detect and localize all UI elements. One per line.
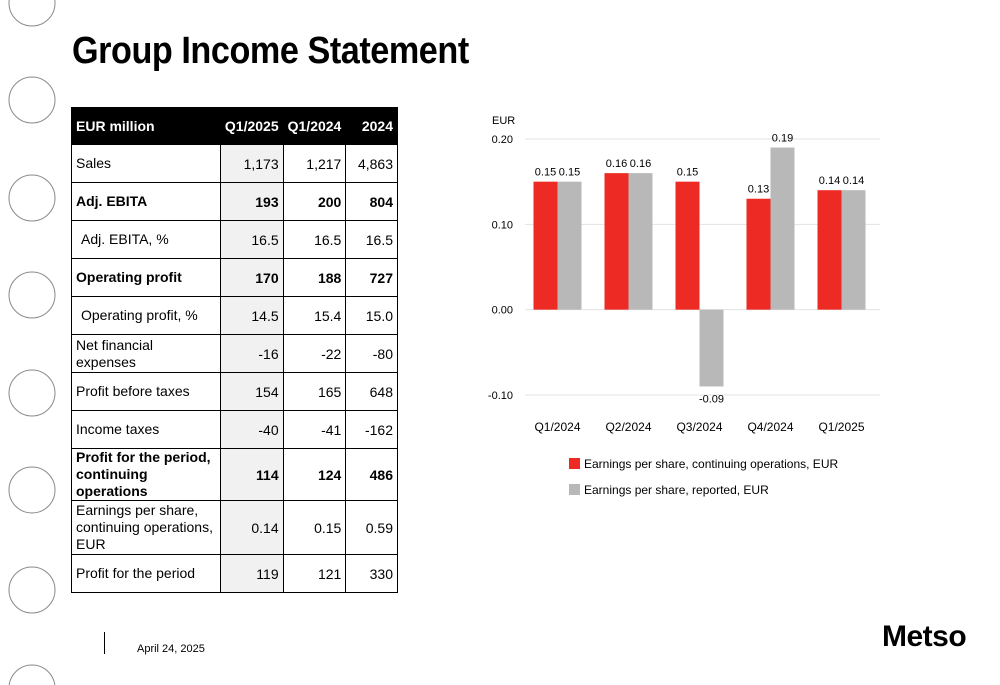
data-label: 0.16 bbox=[605, 158, 628, 171]
row-label: Profit for the period, continuing operations bbox=[72, 449, 221, 501]
bar bbox=[676, 182, 700, 310]
row-value: 124 bbox=[283, 449, 346, 501]
row-value: 1,173 bbox=[220, 145, 283, 183]
row-value: 0.14 bbox=[220, 501, 283, 555]
row-value: 648 bbox=[346, 373, 398, 411]
table-row bbox=[72, 373, 398, 411]
bar bbox=[842, 190, 866, 309]
metso-logo: Metso bbox=[882, 620, 967, 653]
table-row bbox=[72, 501, 398, 555]
income-statement-table bbox=[71, 107, 398, 593]
row-label: Sales bbox=[72, 145, 221, 183]
footer-date: April 24, 2025 bbox=[137, 643, 205, 655]
table-row bbox=[72, 259, 398, 297]
table-row bbox=[72, 297, 398, 335]
bar bbox=[818, 190, 842, 309]
table-row bbox=[72, 411, 398, 449]
legend-swatch bbox=[569, 458, 580, 469]
row-value: 200 bbox=[283, 183, 346, 221]
footer-divider bbox=[104, 632, 105, 654]
row-value: -41 bbox=[283, 411, 346, 449]
row-value: 0.15 bbox=[283, 501, 346, 555]
x-tick-label: Q3/2024 bbox=[676, 420, 723, 434]
table-header-row bbox=[72, 108, 398, 145]
decorative-circle bbox=[9, 467, 55, 513]
decorative-circle bbox=[9, 0, 55, 26]
data-label: 0.15 bbox=[558, 166, 581, 179]
row-label: Adj. EBITA bbox=[72, 183, 221, 221]
table-row bbox=[72, 145, 398, 183]
row-label: Earnings per share, continuing operations, EUR bbox=[72, 501, 221, 555]
row-label: Profit before taxes bbox=[72, 373, 221, 411]
eps-bar-chart bbox=[480, 108, 880, 498]
row-value: 121 bbox=[283, 555, 346, 593]
y-axis-label: EUR bbox=[492, 115, 516, 127]
bar bbox=[534, 182, 558, 310]
data-label: -0.09 bbox=[698, 393, 725, 406]
decorative-circle bbox=[9, 272, 55, 318]
row-label: Income taxes bbox=[72, 411, 221, 449]
data-label: 0.14 bbox=[818, 175, 841, 188]
table-row bbox=[72, 335, 398, 373]
row-value: 330 bbox=[346, 555, 398, 593]
x-tick-label: Q2/2024 bbox=[605, 420, 652, 434]
data-label: 0.19 bbox=[771, 132, 794, 145]
header-2024: 2024 bbox=[346, 108, 398, 145]
row-value: 188 bbox=[283, 259, 346, 297]
decorative-circle bbox=[9, 77, 55, 123]
row-value: 193 bbox=[220, 183, 283, 221]
decorative-circle bbox=[9, 370, 55, 416]
row-value: 727 bbox=[346, 259, 398, 297]
row-label: Profit for the period bbox=[72, 555, 221, 593]
table-row bbox=[72, 449, 398, 501]
header-q1-2025: Q1/2025 bbox=[220, 108, 283, 145]
bar bbox=[629, 173, 653, 310]
row-value: 154 bbox=[220, 373, 283, 411]
data-label: 0.16 bbox=[629, 158, 652, 171]
table-row bbox=[72, 555, 398, 593]
row-value: 1,217 bbox=[283, 145, 346, 183]
data-label: 0.14 bbox=[842, 175, 865, 188]
header-eur-million: EUR million bbox=[72, 108, 221, 145]
row-value: -40 bbox=[220, 411, 283, 449]
bar bbox=[771, 148, 795, 310]
x-tick-label: Q1/2024 bbox=[534, 420, 581, 434]
row-value: 15.0 bbox=[346, 297, 398, 335]
row-value: 16.5 bbox=[346, 221, 398, 259]
decorative-circles bbox=[0, 0, 60, 685]
y-tick-label: 0.20 bbox=[491, 134, 513, 146]
row-value: 165 bbox=[283, 373, 346, 411]
legend-label: Earnings per share, reported, EUR bbox=[584, 483, 769, 497]
row-value: -16 bbox=[220, 335, 283, 373]
x-tick-label: Q4/2024 bbox=[747, 420, 794, 434]
row-value: 14.5 bbox=[220, 297, 283, 335]
table-row bbox=[72, 221, 398, 259]
header-q1-2024: Q1/2024 bbox=[283, 108, 346, 145]
decorative-circle bbox=[9, 567, 55, 613]
data-label: 0.15 bbox=[534, 166, 557, 179]
y-tick-label: -0.10 bbox=[487, 390, 513, 402]
row-label: Operating profit bbox=[72, 259, 221, 297]
data-label: 0.13 bbox=[747, 183, 770, 196]
row-label: Adj. EBITA, % bbox=[72, 221, 221, 259]
row-value: -22 bbox=[283, 335, 346, 373]
row-value: 486 bbox=[346, 449, 398, 501]
decorative-circle bbox=[9, 665, 55, 685]
row-value: 15.4 bbox=[283, 297, 346, 335]
row-value: 16.5 bbox=[283, 221, 346, 259]
bar bbox=[747, 199, 771, 310]
row-label: Net financial expenses bbox=[72, 335, 221, 373]
row-value: 114 bbox=[220, 449, 283, 501]
data-label: 0.15 bbox=[676, 166, 699, 179]
row-value: -162 bbox=[346, 411, 398, 449]
row-value: 0.59 bbox=[346, 501, 398, 555]
y-tick-label: 0.00 bbox=[491, 304, 513, 317]
legend-label: Earnings per share, continuing operations, EUR bbox=[584, 457, 839, 471]
row-value: 4,863 bbox=[346, 145, 398, 183]
table-row bbox=[72, 183, 398, 221]
x-tick-label: Q1/2025 bbox=[818, 420, 865, 434]
legend-swatch bbox=[569, 484, 580, 495]
row-value: -80 bbox=[346, 335, 398, 373]
row-value: 119 bbox=[220, 555, 283, 593]
row-label: Operating profit, % bbox=[72, 297, 221, 335]
row-value: 170 bbox=[220, 259, 283, 297]
page-title: Group Income Statement bbox=[72, 30, 469, 72]
row-value: 16.5 bbox=[220, 221, 283, 259]
bar bbox=[605, 173, 629, 310]
row-value: 804 bbox=[346, 183, 398, 221]
bar bbox=[558, 182, 582, 310]
y-tick-label: 0.10 bbox=[491, 219, 513, 232]
decorative-circle bbox=[9, 175, 55, 221]
bar bbox=[700, 310, 724, 387]
